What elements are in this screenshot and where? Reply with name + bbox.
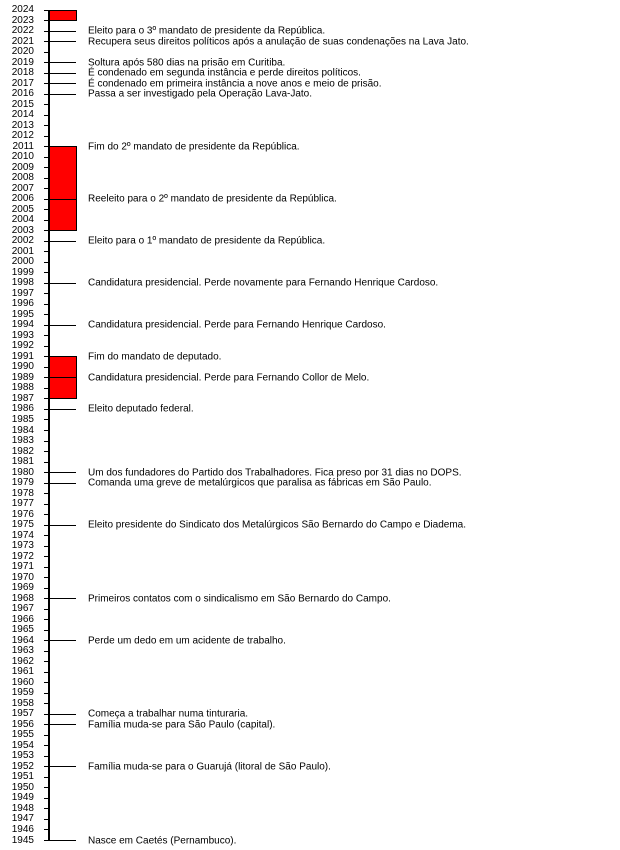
year-label: 2022	[11, 25, 34, 37]
year-tick	[44, 808, 49, 809]
year-tick	[44, 52, 49, 53]
year-label: 2021	[11, 35, 34, 47]
event-label: É condenado em primeira instância a nove anos e meio de prisão.	[88, 78, 382, 90]
year-label: 1980	[11, 466, 34, 478]
year-label: 2005	[11, 203, 34, 215]
event-label: Soltura após 580 dias na prisão em Curitiba.	[88, 57, 286, 69]
timeline-axis	[48, 10, 50, 842]
year-label: 1991	[11, 350, 34, 362]
year-label: 1947	[11, 813, 34, 825]
year-label: 1952	[11, 760, 34, 772]
year-label: 1949	[11, 792, 34, 804]
year-tick	[44, 272, 49, 273]
mandate-block	[49, 377, 77, 399]
event-tick	[44, 472, 76, 473]
year-label: 2000	[11, 256, 34, 268]
year-tick	[44, 335, 49, 336]
event-tick	[44, 598, 76, 599]
year-label: 1969	[11, 582, 34, 594]
event-label: Comanda uma greve de metalúrgicos que paralisa as fábricas em São Paulo.	[88, 477, 432, 489]
year-tick	[44, 661, 49, 662]
year-tick	[44, 430, 49, 431]
year-label: 2012	[11, 130, 34, 142]
year-label: 2019	[11, 56, 34, 68]
year-label: 1972	[11, 550, 34, 562]
event-label: Candidatura presidencial. Perde para Fernando Collor de Melo.	[88, 372, 370, 384]
year-label: 2008	[11, 172, 34, 184]
year-label: 2020	[11, 46, 34, 58]
year-label: 2016	[11, 88, 34, 100]
event-label: Família muda-se para o Guarujá (litoral de São Paulo).	[88, 761, 331, 773]
event-tick	[44, 840, 76, 841]
event-label: Nasce em Caetés (Pernambuco).	[88, 835, 237, 846]
year-label: 1974	[11, 529, 34, 541]
event-label: Família muda-se para São Paulo (capital).	[88, 719, 276, 731]
year-label: 2011	[12, 140, 34, 152]
year-label: 1998	[11, 277, 34, 289]
mandate-block	[49, 356, 77, 378]
year-tick	[44, 546, 49, 547]
year-tick	[44, 304, 49, 305]
year-label: 1975	[11, 519, 34, 531]
year-label: 1982	[11, 445, 34, 457]
year-tick	[44, 104, 49, 105]
year-label: 2006	[11, 193, 34, 205]
event-tick	[44, 325, 76, 326]
year-tick	[44, 819, 49, 820]
year-label: 2007	[11, 182, 34, 194]
year-label: 1996	[11, 298, 34, 310]
mandate-block	[49, 146, 77, 200]
year-label: 1992	[11, 340, 34, 352]
year-label: 1999	[11, 266, 34, 278]
year-label: 1955	[11, 729, 34, 741]
year-label: 1977	[11, 498, 34, 510]
event-tick	[44, 714, 76, 715]
event-tick	[44, 525, 76, 526]
year-label: 2002	[11, 235, 34, 247]
mandate-block	[49, 199, 77, 232]
event-label: Eleito presidente do Sindicato dos Metalúrgicos São Bernardo do Campo e Diadema.	[88, 519, 466, 531]
year-label: 1995	[11, 308, 34, 320]
year-label: 1994	[11, 319, 34, 331]
year-tick	[44, 136, 49, 137]
event-label: Fim do 2º mandato de presidente da República.	[88, 141, 300, 153]
year-label: 2017	[11, 77, 34, 89]
event-label: Candidatura presidencial. Perde novamente para Fernando Henrique Cardoso.	[88, 277, 439, 289]
year-label: 1957	[11, 708, 34, 720]
event-tick	[44, 241, 76, 242]
event-tick	[44, 483, 76, 484]
year-tick	[44, 115, 49, 116]
year-tick	[44, 251, 49, 252]
year-tick	[44, 514, 49, 515]
year-label: 2024	[11, 4, 34, 15]
year-label: 1965	[11, 624, 34, 636]
year-tick	[44, 262, 49, 263]
year-label: 1948	[11, 802, 34, 814]
year-tick	[44, 745, 49, 746]
event-tick	[44, 640, 76, 641]
year-tick	[44, 829, 49, 830]
event-label: Candidatura presidencial. Perde para Fernando Henrique Cardoso.	[88, 319, 386, 331]
year-label: 1970	[11, 571, 34, 583]
year-tick	[44, 556, 49, 557]
event-tick	[44, 94, 76, 95]
year-label: 2013	[11, 119, 34, 131]
year-tick	[44, 588, 49, 589]
year-tick	[44, 703, 49, 704]
event-label: Um dos fundadores do Partido dos Trabalhadores. Fica preso por 31 dias no DOPS.	[88, 467, 462, 479]
year-label: 1951	[11, 771, 34, 783]
event-label: Fim do mandato de deputado.	[88, 351, 222, 363]
event-tick	[44, 83, 76, 84]
year-label: 1989	[11, 371, 34, 383]
event-label: Recupera seus direitos políticos após a anulação de suas condenações na Lava Jato.	[88, 36, 469, 48]
year-label: 2010	[11, 151, 34, 163]
year-label: 2018	[11, 67, 34, 79]
year-label: 1988	[11, 382, 34, 394]
event-label: É condenado em segunda instância e perde direitos políticos.	[88, 67, 361, 79]
year-label: 1960	[11, 676, 34, 688]
year-label: 1959	[11, 687, 34, 699]
year-label: 1983	[11, 435, 34, 447]
year-label: 1971	[11, 561, 34, 573]
year-label: 2004	[11, 214, 34, 226]
event-label: Eleito deputado federal.	[88, 403, 194, 415]
year-label: 1966	[11, 613, 34, 625]
year-tick	[44, 441, 49, 442]
event-tick	[44, 62, 76, 63]
year-tick	[44, 798, 49, 799]
mandate-block	[49, 10, 77, 22]
year-tick	[44, 535, 49, 536]
event-tick	[44, 73, 76, 74]
year-label: 1979	[11, 477, 34, 489]
year-label: 1945	[11, 834, 34, 846]
year-label: 1986	[11, 403, 34, 415]
year-label: 1997	[11, 287, 34, 299]
year-tick	[44, 787, 49, 788]
year-tick	[44, 577, 49, 578]
year-tick	[44, 609, 49, 610]
year-tick	[44, 756, 49, 757]
year-label: 2001	[11, 245, 34, 257]
year-tick	[44, 293, 49, 294]
year-label: 2014	[11, 109, 34, 121]
event-tick	[44, 31, 76, 32]
year-label: 2015	[11, 98, 34, 110]
year-label: 1993	[11, 329, 34, 341]
year-label: 1981	[11, 456, 34, 468]
event-tick	[44, 409, 76, 410]
year-tick	[44, 419, 49, 420]
year-tick	[44, 504, 49, 505]
year-label: 1987	[11, 392, 34, 404]
year-tick	[44, 735, 49, 736]
year-label: 1967	[11, 603, 34, 615]
event-tick	[44, 283, 76, 284]
year-tick	[44, 651, 49, 652]
year-tick	[44, 462, 49, 463]
year-label: 2009	[11, 161, 34, 173]
year-tick	[44, 672, 49, 673]
year-label: 1962	[11, 655, 34, 667]
event-tick	[44, 724, 76, 725]
event-label: Passa a ser investigado pela Operação Lava-Jato.	[88, 88, 313, 100]
year-tick	[44, 630, 49, 631]
year-tick	[44, 451, 49, 452]
year-tick	[44, 693, 49, 694]
year-label: 2023	[11, 14, 34, 26]
year-label: 1978	[11, 487, 34, 499]
year-label: 1984	[11, 424, 34, 436]
event-label: Começa a trabalhar numa tinturaria.	[88, 708, 249, 720]
event-label: Eleito para o 1º mandato de presidente da República.	[88, 235, 326, 247]
year-label: 1956	[11, 718, 34, 730]
year-tick	[44, 777, 49, 778]
year-label: 1954	[11, 739, 34, 751]
year-tick	[44, 567, 49, 568]
year-tick	[44, 125, 49, 126]
year-tick	[44, 619, 49, 620]
year-tick	[44, 314, 49, 315]
event-label: Reeleito para o 2º mandato de presidente da República.	[88, 193, 337, 205]
year-tick	[44, 682, 49, 683]
event-tick	[44, 766, 76, 767]
event-label: Primeiros contatos com o sindicalismo em São Bernardo do Campo.	[88, 593, 391, 605]
year-label: 1985	[11, 413, 34, 425]
event-label: Perde um dedo em um acidente de trabalho.	[88, 635, 286, 647]
event-tick	[44, 41, 76, 42]
year-label: 1976	[11, 508, 34, 520]
year-label: 1958	[11, 697, 34, 709]
year-tick	[44, 493, 49, 494]
year-label: 1946	[11, 823, 34, 835]
year-label: 1961	[11, 666, 34, 678]
year-tick	[44, 346, 49, 347]
year-label: 1964	[11, 634, 34, 646]
year-label: 1963	[11, 645, 34, 657]
year-label: 1953	[11, 750, 34, 762]
year-label: 1968	[11, 592, 34, 604]
year-label: 2003	[11, 224, 34, 236]
year-label: 1973	[11, 540, 34, 552]
event-label: Eleito para o 3º mandato de presidente da República.	[88, 25, 326, 37]
year-label: 1990	[11, 361, 34, 373]
year-label: 1950	[11, 781, 34, 793]
